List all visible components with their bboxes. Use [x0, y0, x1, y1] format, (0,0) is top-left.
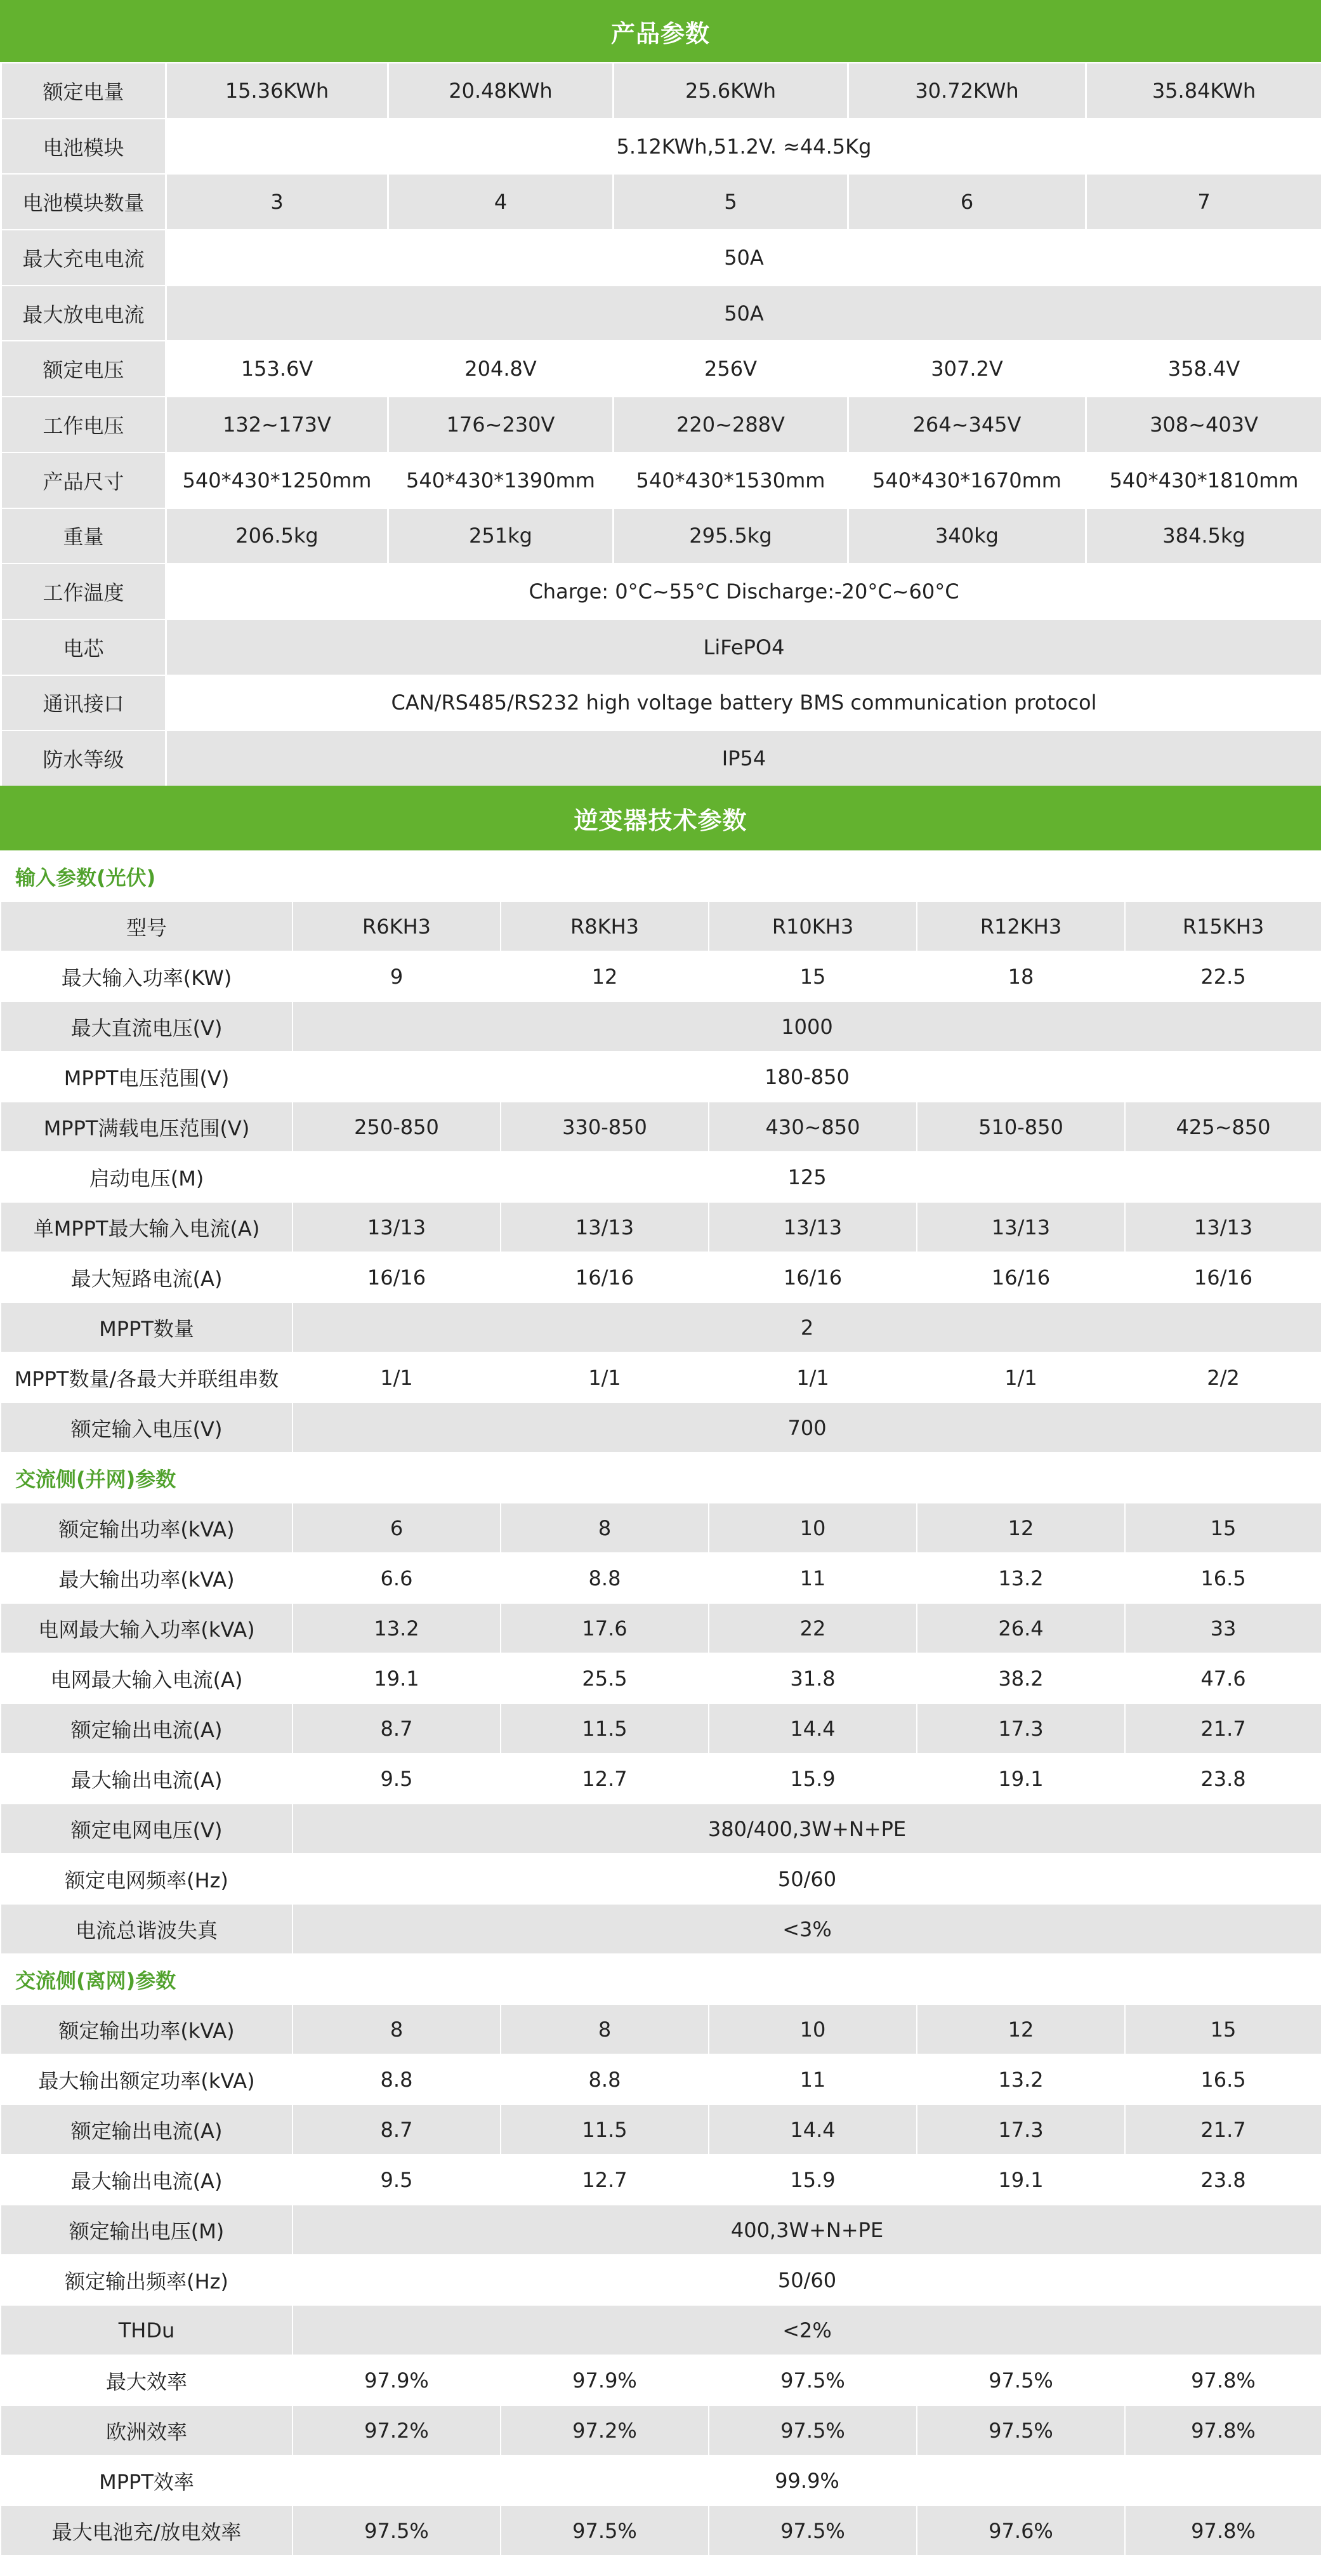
row-value-merged: 50/60: [292, 2255, 1321, 2305]
row-label: MPPT数量/各最大并联组串数: [1, 1352, 292, 1403]
row-label: 最大充电电流: [1, 230, 166, 286]
row-value: 8: [292, 2004, 501, 2054]
table-row: [1, 1102, 1321, 1152]
row-value: 540*430*1810mm: [1086, 452, 1321, 508]
table-row: [1, 286, 1321, 341]
row-value: 19.1: [917, 1754, 1125, 1804]
row-label: 单MPPT最大输入电流(A): [1, 1202, 292, 1252]
row-value: 14.4: [709, 1703, 917, 1754]
row-value: 97.5%: [709, 2355, 917, 2405]
row-value: 307.2V: [848, 341, 1086, 397]
row-label: 防水等级: [1, 730, 166, 786]
row-value: 206.5kg: [166, 508, 388, 564]
row-value: 16/16: [917, 1252, 1125, 1302]
table-row: [1, 2455, 1321, 2506]
row-label: 欧洲效率: [1, 2405, 292, 2455]
row-value: 23.8: [1125, 1754, 1321, 1804]
row-value: 16/16: [292, 1252, 501, 1302]
table-row: [1, 1252, 1321, 1302]
row-label: 额定输出电流(A): [1, 2104, 292, 2155]
row-value-merged: 400,3W+N+PE: [292, 2205, 1321, 2255]
table-row: [1, 1703, 1321, 1754]
row-value: 10: [709, 2004, 917, 2054]
row-value-merged: 50A: [166, 230, 1321, 286]
table-row: [1, 564, 1321, 619]
row-label: 最大输出电流(A): [1, 2155, 292, 2205]
row-value: 13.2: [917, 2054, 1125, 2104]
row-value: 15: [1125, 2004, 1321, 2054]
section-heading-row: [1, 1954, 1321, 2004]
row-value: 13/13: [1125, 1202, 1321, 1252]
row-value: 13.2: [917, 1553, 1125, 1603]
row-value-merged: 2: [292, 1302, 1321, 1352]
section-heading: 交流侧(离网)参数: [1, 1954, 1321, 2004]
row-value: 7: [1086, 174, 1321, 230]
row-value: 8.7: [292, 1703, 501, 1754]
row-value: 340kg: [848, 508, 1086, 564]
row-value: 97.5%: [501, 2506, 709, 2556]
row-label: 工作电压: [1, 397, 166, 452]
table-row: [1, 1152, 1321, 1202]
row-value: 97.6%: [917, 2506, 1125, 2556]
table-row: [1, 2405, 1321, 2455]
row-value: 38.2: [917, 1653, 1125, 1703]
row-value: 250-850: [292, 1102, 501, 1152]
row-value: 11: [709, 2054, 917, 2104]
row-value: 13/13: [292, 1202, 501, 1252]
row-value: 6.6: [292, 1553, 501, 1603]
table-row: [1, 2054, 1321, 2104]
row-value: 330-850: [501, 1102, 709, 1152]
row-value: 19.1: [917, 2155, 1125, 2205]
row-value: R8KH3: [501, 901, 709, 951]
row-label: 额定输出电压(M): [1, 2205, 292, 2255]
row-value: 430~850: [709, 1102, 917, 1152]
row-value: 1/1: [292, 1352, 501, 1403]
row-value: 11: [709, 1553, 917, 1603]
row-value: 3: [166, 174, 388, 230]
row-value: 18: [917, 951, 1125, 1001]
row-value-merged: 99.9%: [292, 2455, 1321, 2506]
row-value: 17.3: [917, 1703, 1125, 1754]
row-value: 13.2: [292, 1603, 501, 1653]
row-value: 17.3: [917, 2104, 1125, 2155]
row-label: 额定输出功率(kVA): [1, 1503, 292, 1553]
row-value-merged: 5.12KWh,51.2V. ≈44.5Kg: [166, 119, 1321, 175]
row-value: 22.5: [1125, 951, 1321, 1001]
row-value: 8.8: [501, 2054, 709, 2104]
row-value: 25.5: [501, 1653, 709, 1703]
row-label: THDu: [1, 2305, 292, 2355]
row-label: 电芯: [1, 619, 166, 675]
product-params-title: 产品参数: [610, 19, 710, 48]
row-value: 8: [501, 1503, 709, 1553]
table-row: [1, 2255, 1321, 2305]
row-label: 最大放电电流: [1, 286, 166, 341]
row-label: 最大输入功率(KW): [1, 951, 292, 1001]
row-value: 16/16: [501, 1252, 709, 1302]
row-label: 最大电池充/放电效率: [1, 2506, 292, 2556]
table-row: [1, 2104, 1321, 2155]
row-value: 97.9%: [501, 2355, 709, 2405]
row-label: 额定电网电压(V): [1, 1804, 292, 1854]
table-row: [1, 1001, 1321, 1052]
inverter-params-table: [0, 850, 1321, 2556]
row-value: 1/1: [917, 1352, 1125, 1403]
row-value: 264~345V: [848, 397, 1086, 452]
row-value: 425~850: [1125, 1102, 1321, 1152]
table-row: [1, 675, 1321, 731]
row-value: 97.8%: [1125, 2355, 1321, 2405]
row-value: 9: [292, 951, 501, 1001]
row-value-merged: <3%: [292, 1904, 1321, 1954]
row-label: 额定输出电流(A): [1, 1703, 292, 1754]
row-label: 最大效率: [1, 2355, 292, 2405]
row-value: 15.9: [709, 1754, 917, 1804]
row-value: 97.8%: [1125, 2405, 1321, 2455]
row-value: 22: [709, 1603, 917, 1653]
row-value-merged: <2%: [292, 2305, 1321, 2355]
row-value: R6KH3: [292, 901, 501, 951]
row-value: 15.36KWh: [166, 63, 388, 119]
table-row: [1, 1854, 1321, 1904]
row-value: 30.72KWh: [848, 63, 1086, 119]
row-value: 12: [917, 1503, 1125, 1553]
row-label: 最大输出电流(A): [1, 1754, 292, 1804]
product-params-header: [0, 0, 1321, 62]
row-value: 2/2: [1125, 1352, 1321, 1403]
row-value-merged: CAN/RS485/RS232 high voltage battery BMS communication protocol: [166, 675, 1321, 731]
row-label: 启动电压(M): [1, 1152, 292, 1202]
row-label: 最大直流电压(V): [1, 1001, 292, 1052]
table-row: [1, 1754, 1321, 1804]
table-row: [1, 119, 1321, 175]
row-value: 14.4: [709, 2104, 917, 2155]
table-row: [1, 2305, 1321, 2355]
row-value: 8.8: [501, 1553, 709, 1603]
row-value: 15: [1125, 1503, 1321, 1553]
row-label: 额定电压: [1, 341, 166, 397]
row-value: 97.5%: [917, 2405, 1125, 2455]
row-value: 11.5: [501, 2104, 709, 2155]
row-value: 12: [917, 2004, 1125, 2054]
row-value: 47.6: [1125, 1653, 1321, 1703]
row-value: R15KH3: [1125, 901, 1321, 951]
inverter-params-header: [0, 786, 1321, 850]
row-value: 33: [1125, 1603, 1321, 1653]
row-label: 型号: [1, 901, 292, 951]
row-value: 1/1: [501, 1352, 709, 1403]
row-value: 8.7: [292, 2104, 501, 2155]
table-row: [1, 1352, 1321, 1403]
table-row: [1, 1603, 1321, 1653]
row-value: 25.6KWh: [614, 63, 848, 119]
row-value: 23.8: [1125, 2155, 1321, 2205]
row-label: 电网最大输入功率(kVA): [1, 1603, 292, 1653]
row-value: 10: [709, 1503, 917, 1553]
table-row: [1, 730, 1321, 786]
row-label: 电池模块数量: [1, 174, 166, 230]
row-label: 额定输出功率(kVA): [1, 2004, 292, 2054]
table-row: [1, 1804, 1321, 1854]
row-label: 额定输入电压(V): [1, 1403, 292, 1453]
row-value: 256V: [614, 341, 848, 397]
row-label: 额定电网频率(Hz): [1, 1854, 292, 1904]
row-value: 13/13: [501, 1202, 709, 1252]
row-label: MPPT电压范围(V): [1, 1052, 292, 1102]
table-row: [1, 2155, 1321, 2205]
row-value-merged: 180-850: [292, 1052, 1321, 1102]
section-heading: 输入参数(光伏): [1, 851, 1321, 901]
table-row: [1, 2506, 1321, 2556]
row-value: 204.8V: [388, 341, 614, 397]
row-value: 540*430*1390mm: [388, 452, 614, 508]
table-row: [1, 1403, 1321, 1453]
row-label: MPPT数量: [1, 1302, 292, 1352]
row-value: 9.5: [292, 1754, 501, 1804]
table-row: [1, 508, 1321, 564]
table-row: [1, 619, 1321, 675]
row-value: 15: [709, 951, 917, 1001]
row-value: 97.8%: [1125, 2506, 1321, 2556]
row-value: 97.2%: [501, 2405, 709, 2455]
row-label: 电流总谐波失真: [1, 1904, 292, 1954]
row-value: 295.5kg: [614, 508, 848, 564]
row-value-merged: IP54: [166, 730, 1321, 786]
table-row: [1, 230, 1321, 286]
row-label: MPPT满载电压范围(V): [1, 1102, 292, 1152]
row-value-merged: Charge: 0°C~55°C Discharge:-20°C~60°C: [166, 564, 1321, 619]
row-value: 13/13: [709, 1202, 917, 1252]
row-value-merged: 700: [292, 1403, 1321, 1453]
table-row: [1, 397, 1321, 452]
row-value: 97.5%: [709, 2506, 917, 2556]
row-label: 最大输出额定功率(kVA): [1, 2054, 292, 2104]
row-value: 5: [614, 174, 848, 230]
row-value: 540*430*1250mm: [166, 452, 388, 508]
section-heading-row: [1, 1453, 1321, 1503]
row-value: 97.5%: [709, 2405, 917, 2455]
table-row: [1, 174, 1321, 230]
row-value: 12.7: [501, 2155, 709, 2205]
table-row: [1, 901, 1321, 951]
inverter-params-title: 逆变器技术参数: [574, 806, 747, 835]
row-value: 384.5kg: [1086, 508, 1321, 564]
row-label: 产品尺寸: [1, 452, 166, 508]
table-row: [1, 1302, 1321, 1352]
table-row: [1, 1553, 1321, 1603]
row-value: 15.9: [709, 2155, 917, 2205]
row-value: R12KH3: [917, 901, 1125, 951]
row-value: 17.6: [501, 1603, 709, 1653]
row-value: 16/16: [1125, 1252, 1321, 1302]
table-row: [1, 1503, 1321, 1553]
row-value: 6: [848, 174, 1086, 230]
row-value-merged: 1000: [292, 1001, 1321, 1052]
row-label: 电网最大输入电流(A): [1, 1653, 292, 1703]
row-value: 4: [388, 174, 614, 230]
row-value: 21.7: [1125, 1703, 1321, 1754]
row-value: 16.5: [1125, 2054, 1321, 2104]
row-label: 电池模块: [1, 119, 166, 175]
row-value: 11.5: [501, 1703, 709, 1754]
row-value: 12: [501, 951, 709, 1001]
row-label: 额定输出频率(Hz): [1, 2255, 292, 2305]
row-value-merged: 125: [292, 1152, 1321, 1202]
row-value: 1/1: [709, 1352, 917, 1403]
row-label: 重量: [1, 508, 166, 564]
row-value: 31.8: [709, 1653, 917, 1703]
row-value: 16/16: [709, 1252, 917, 1302]
row-value: 97.5%: [292, 2506, 501, 2556]
row-label: MPPT效率: [1, 2455, 292, 2506]
row-value: 16.5: [1125, 1553, 1321, 1603]
row-value: 510-850: [917, 1102, 1125, 1152]
table-row: [1, 2355, 1321, 2405]
table-row: [1, 63, 1321, 119]
row-value-merged: 50/60: [292, 1854, 1321, 1904]
row-label: 最大输出功率(kVA): [1, 1553, 292, 1603]
section-heading: 交流侧(并网)参数: [1, 1453, 1321, 1503]
row-value-merged: 50A: [166, 286, 1321, 341]
row-value: 97.5%: [917, 2355, 1125, 2405]
product-params-table: [0, 62, 1321, 787]
table-row: [1, 1904, 1321, 1954]
row-label: 最大短路电流(A): [1, 1252, 292, 1302]
row-value: 251kg: [388, 508, 614, 564]
row-value: 8: [501, 2004, 709, 2054]
row-value: 21.7: [1125, 2104, 1321, 2155]
row-value: 220~288V: [614, 397, 848, 452]
row-value: 20.48KWh: [388, 63, 614, 119]
row-value: 308~403V: [1086, 397, 1321, 452]
row-value: 26.4: [917, 1603, 1125, 1653]
row-value: 176~230V: [388, 397, 614, 452]
row-value: 9.5: [292, 2155, 501, 2205]
row-value: 12.7: [501, 1754, 709, 1804]
row-value: 540*430*1530mm: [614, 452, 848, 508]
table-row: [1, 2004, 1321, 2054]
table-row: [1, 341, 1321, 397]
table-row: [1, 951, 1321, 1001]
row-value: R10KH3: [709, 901, 917, 951]
row-value: 19.1: [292, 1653, 501, 1703]
row-label: 通讯接口: [1, 675, 166, 731]
row-value: 97.9%: [292, 2355, 501, 2405]
row-value: 6: [292, 1503, 501, 1553]
row-value: 13/13: [917, 1202, 1125, 1252]
table-row: [1, 1052, 1321, 1102]
row-value: 358.4V: [1086, 341, 1321, 397]
row-value: 35.84KWh: [1086, 63, 1321, 119]
row-value: 153.6V: [166, 341, 388, 397]
row-value: 540*430*1670mm: [848, 452, 1086, 508]
table-row: [1, 452, 1321, 508]
row-value-merged: LiFePO4: [166, 619, 1321, 675]
row-value: 97.2%: [292, 2405, 501, 2455]
table-row: [1, 2205, 1321, 2255]
row-label: 工作温度: [1, 564, 166, 619]
table-row: [1, 1202, 1321, 1252]
row-value: 132~173V: [166, 397, 388, 452]
row-value: 8.8: [292, 2054, 501, 2104]
table-row: [1, 1653, 1321, 1703]
row-value-merged: 380/400,3W+N+PE: [292, 1804, 1321, 1854]
row-label: 额定电量: [1, 63, 166, 119]
section-heading-row: [1, 851, 1321, 901]
